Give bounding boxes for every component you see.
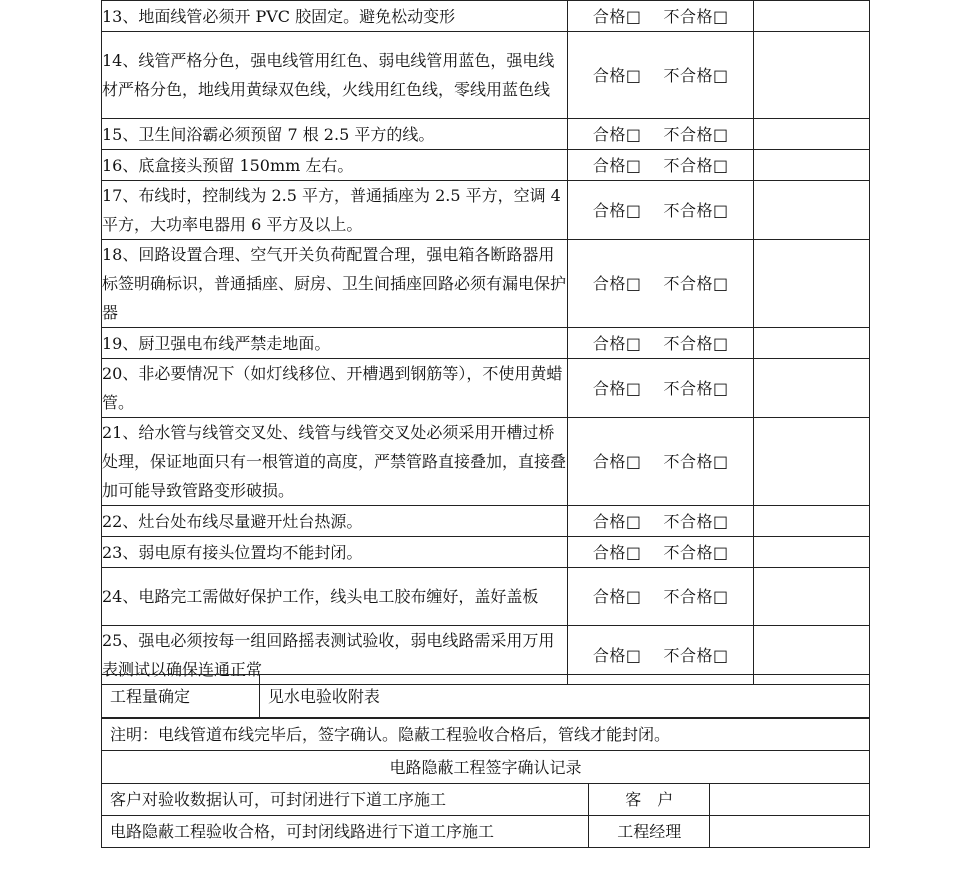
result-options [568, 537, 754, 568]
result-options [568, 1, 754, 32]
result-options [568, 150, 754, 181]
fail-checkbox[interactable]: 不合格□ [663, 333, 729, 353]
fail-checkbox[interactable]: 不合格□ [663, 200, 729, 220]
remark-cell [754, 328, 870, 359]
signature-table [101, 717, 870, 848]
sign-role: 客 户 [589, 784, 710, 816]
note-row [102, 718, 870, 751]
inspection-table [101, 0, 870, 685]
fail-checkbox[interactable]: 不合格□ [663, 124, 729, 144]
result-options [568, 568, 754, 626]
record-title-row [102, 751, 870, 784]
pass-checkbox[interactable]: 合格□ [592, 124, 642, 144]
result-options [568, 418, 754, 506]
fail-checkbox[interactable]: 不合格□ [663, 65, 729, 85]
note-text: 注明：电线管道布线完毕后，签字确认。隐蔽工程验收合格后，管线才能封闭。 [102, 718, 870, 751]
fail-checkbox[interactable]: 不合格□ [663, 587, 729, 606]
remark-cell [754, 240, 870, 328]
remark-cell [754, 181, 870, 240]
fail-checkbox[interactable]: 不合格□ [663, 542, 729, 562]
table-row [102, 1, 870, 32]
signature-field[interactable] [710, 784, 870, 816]
pass-checkbox[interactable]: 合格□ [592, 645, 642, 665]
pass-checkbox[interactable]: 合格□ [592, 542, 642, 562]
item-text: 19、厨卫强电布线严禁走地面。 [102, 328, 568, 359]
pass-checkbox[interactable]: 合格□ [592, 333, 642, 353]
pass-checkbox[interactable]: 合格□ [592, 155, 642, 175]
item-text: 14、线管严格分色，强电线管用红色、弱电线管用蓝色，强电线材严格分色，地线用黄绿双色线，火线用红色线，零线用蓝色线 [102, 32, 568, 119]
item-text: 15、卫生间浴霸必须预留 7 根 2.5 平方的线。 [102, 119, 568, 150]
pass-checkbox[interactable]: 合格□ [592, 511, 642, 531]
fail-checkbox[interactable]: 不合格□ [663, 511, 729, 531]
fail-checkbox[interactable]: 不合格□ [663, 6, 729, 26]
result-options [568, 328, 754, 359]
quantity-row [102, 675, 870, 719]
item-text: 24、电路完工需做好保护工作，线头电工胶布缠好，盖好盖板 [102, 568, 568, 626]
pass-checkbox[interactable]: 合格□ [592, 274, 642, 293]
table-row [102, 150, 870, 181]
pass-checkbox[interactable]: 合格□ [592, 65, 642, 85]
remark-cell [754, 359, 870, 418]
item-text: 18、回路设置合理、空气开关负荷配置合理，强电箱各断路器用标签明确标识，普通插座、厨房、卫生间插座回路必须有漏电保护器 [102, 240, 568, 328]
item-text: 17、布线时，控制线为 2.5 平方，普通插座为 2.5 平方，空调 4 平方，大功率电器用 6 平方及以上。 [102, 181, 568, 240]
item-text: 23、弱电原有接头位置均不能封闭。 [102, 537, 568, 568]
item-text: 16、底盒接头预留 150mm 左右。 [102, 150, 568, 181]
result-options [568, 119, 754, 150]
result-options [568, 506, 754, 537]
table-row [102, 181, 870, 240]
pass-checkbox[interactable]: 合格□ [592, 6, 642, 26]
remark-cell [754, 119, 870, 150]
remark-cell [754, 506, 870, 537]
item-text: 20、非必要情况下（如灯线移位、开槽遇到钢筋等），不使用黄蜡管。 [102, 359, 568, 418]
sign-statement: 电路隐蔽工程验收合格，可封闭线路进行下道工序施工 [102, 816, 589, 848]
table-row [102, 506, 870, 537]
table-row [102, 328, 870, 359]
item-text: 21、给水管与线管交叉处、线管与线管交叉处必须采用开槽过桥处理，保证地面只有一根管道的高度，严禁管路直接叠加，直接叠加可能导致管路变形破损。 [102, 418, 568, 506]
fail-checkbox[interactable]: 不合格□ [663, 274, 729, 293]
table-row [102, 537, 870, 568]
result-options [568, 32, 754, 119]
record-title: 电路隐蔽工程签字确认记录 [102, 751, 870, 784]
fail-checkbox[interactable]: 不合格□ [663, 378, 729, 398]
fail-checkbox[interactable]: 不合格□ [663, 155, 729, 175]
sign-row [102, 784, 870, 816]
sign-role: 工程经理 [589, 816, 710, 848]
fail-checkbox[interactable]: 不合格□ [663, 645, 729, 665]
pass-checkbox[interactable]: 合格□ [592, 378, 642, 398]
remark-cell [754, 150, 870, 181]
remark-cell [754, 537, 870, 568]
result-options [568, 181, 754, 240]
quantity-label: 工程量确定 [102, 675, 260, 719]
table-row [102, 32, 870, 119]
item-text: 22、灶台处布线尽量避开灶台热源。 [102, 506, 568, 537]
pass-checkbox[interactable]: 合格□ [592, 587, 642, 606]
table-row [102, 359, 870, 418]
result-options [568, 240, 754, 328]
signature-field[interactable] [710, 816, 870, 848]
result-options [568, 359, 754, 418]
item-text: 25、强电必须按每一组回路摇表测试验收，弱电线路需采用万用表测试以确保连通正常 [102, 626, 568, 685]
table-row [102, 418, 870, 506]
remark-cell [754, 1, 870, 32]
remark-cell [754, 32, 870, 119]
sign-row [102, 816, 870, 848]
table-row [102, 240, 870, 328]
fail-checkbox[interactable]: 不合格□ [663, 452, 729, 471]
quantity-table [101, 674, 870, 719]
pass-checkbox[interactable]: 合格□ [592, 200, 642, 220]
table-row [102, 119, 870, 150]
item-text: 13、地面线管必须开 PVC 胶固定。避免松动变形 [102, 1, 568, 32]
remark-cell [754, 418, 870, 506]
remark-cell [754, 568, 870, 626]
sign-statement: 客户对验收数据认可，可封闭进行下道工序施工 [102, 784, 589, 816]
quantity-value: 见水电验收附表 [259, 675, 869, 719]
pass-checkbox[interactable]: 合格□ [592, 452, 642, 471]
table-row [102, 568, 870, 626]
